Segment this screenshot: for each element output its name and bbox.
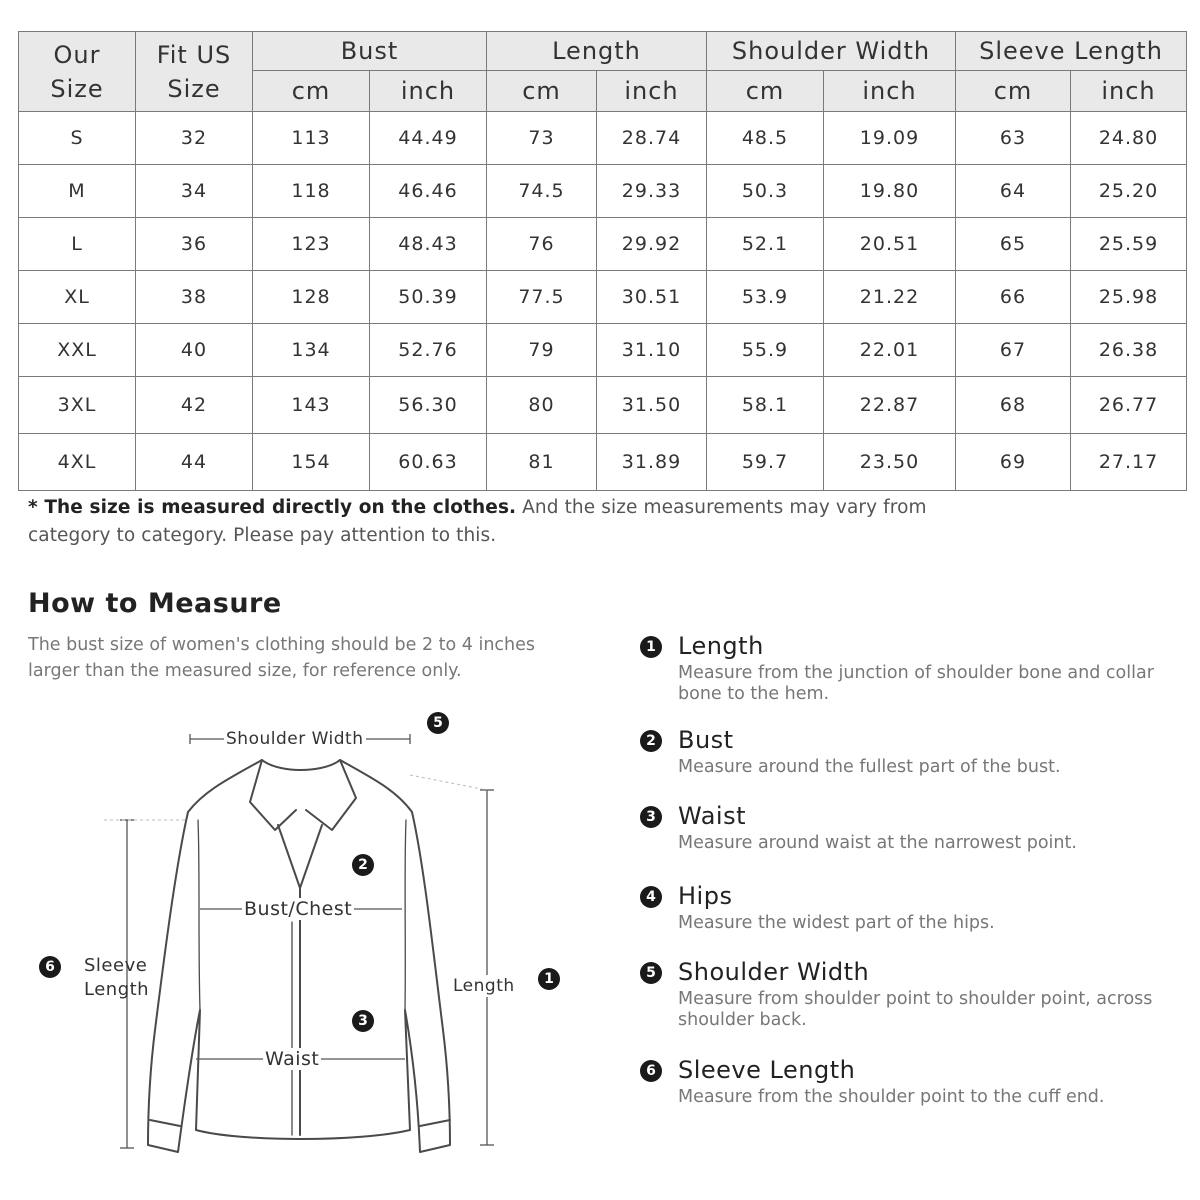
table-cell: 22.87	[824, 377, 956, 434]
diagram-marker-1: 1	[538, 968, 560, 990]
table-cell: 128	[253, 271, 370, 324]
table-cell: 26.77	[1071, 377, 1187, 434]
legend-item	[640, 882, 1190, 942]
table-cell: 77.5	[487, 271, 597, 324]
table-cell: XL	[19, 271, 136, 324]
table-cell: 40	[136, 324, 253, 377]
legend-title: Length	[678, 632, 764, 660]
unit-inch: inch	[824, 71, 956, 112]
table-cell: 4XL	[19, 434, 136, 491]
table-cell: M	[19, 165, 136, 218]
diagram-marker-6: 6	[39, 956, 61, 978]
how-to-measure-title: How to Measure	[28, 588, 282, 619]
header-shoulder-width: Shoulder Width	[707, 32, 956, 71]
table-cell: 76	[487, 218, 597, 271]
diagram-marker-3: 3	[352, 1010, 374, 1032]
table-cell: 28.74	[597, 112, 707, 165]
shirt-illustration	[0, 690, 600, 1200]
table-cell: 69	[956, 434, 1071, 491]
diagram-label-shoulder-width: Shoulder Width	[226, 729, 364, 749]
table-cell: 81	[487, 434, 597, 491]
table-cell: 29.33	[597, 165, 707, 218]
how-to-measure-description: The bust size of women's clothing should be 2 to 4 inches larger than the measured size, for reference only.	[28, 635, 536, 681]
unit-cm: cm	[487, 71, 597, 112]
legend-description: Measure around waist at the narrowest point.	[678, 833, 1077, 853]
table-cell: 38	[136, 271, 253, 324]
table-cell: 64	[956, 165, 1071, 218]
legend-number-badge: 4	[640, 886, 662, 908]
table-cell: 50.3	[707, 165, 824, 218]
table-cell: 34	[136, 165, 253, 218]
size-chart-table	[18, 31, 1187, 491]
diagram-label-bust-chest: Bust/Chest	[244, 898, 353, 920]
table-cell: L	[19, 218, 136, 271]
legend-title: Waist	[678, 802, 746, 830]
legend-item	[640, 958, 1190, 1030]
table-cell: 31.89	[597, 434, 707, 491]
table-cell: 56.30	[370, 377, 487, 434]
table-cell: 48.5	[707, 112, 824, 165]
table-row	[19, 324, 1187, 377]
table-cell: 44.49	[370, 112, 487, 165]
table-cell: 30.51	[597, 271, 707, 324]
unit-cm: cm	[707, 71, 824, 112]
diagram-marker-2: 2	[352, 854, 374, 876]
legend-number-badge: 1	[640, 636, 662, 658]
unit-inch: inch	[1071, 71, 1187, 112]
legend-description: Measure the widest part of the hips.	[678, 913, 995, 933]
table-row	[19, 218, 1187, 271]
table-cell: 52.76	[370, 324, 487, 377]
table-cell: 63	[956, 112, 1071, 165]
unit-cm: cm	[253, 71, 370, 112]
table-cell: XXL	[19, 324, 136, 377]
legend-item	[640, 726, 1190, 786]
table-row	[19, 377, 1187, 434]
table-cell: 20.51	[824, 218, 956, 271]
legend-item	[640, 802, 1190, 862]
header-our-size: Our Size	[19, 32, 136, 112]
legend-title: Shoulder Width	[678, 958, 870, 986]
table-row	[19, 112, 1187, 165]
table-cell: 24.80	[1071, 112, 1187, 165]
table-cell: 3XL	[19, 377, 136, 434]
table-cell: 134	[253, 324, 370, 377]
size-note-bold: * The size is measured directly on the clothes.	[28, 497, 517, 518]
table-cell: 31.10	[597, 324, 707, 377]
table-cell: 67	[956, 324, 1071, 377]
header-bust: Bust	[253, 32, 487, 71]
header-fit-us-size: Fit US Size	[136, 32, 253, 112]
table-cell: 23.50	[824, 434, 956, 491]
header-sleeve-length: Sleeve Length	[956, 32, 1187, 71]
legend-title: Bust	[678, 726, 734, 754]
legend-title: Sleeve Length	[678, 1056, 856, 1084]
table-cell: 42	[136, 377, 253, 434]
table-cell: 19.09	[824, 112, 956, 165]
table-cell: 58.1	[707, 377, 824, 434]
diagram-label-length: Length	[453, 976, 515, 996]
unit-inch: inch	[370, 71, 487, 112]
table-cell: 19.80	[824, 165, 956, 218]
table-cell: 50.39	[370, 271, 487, 324]
shirt-measure-diagram	[0, 690, 600, 1200]
table-cell: 22.01	[824, 324, 956, 377]
table-cell: 68	[956, 377, 1071, 434]
unit-cm: cm	[956, 71, 1071, 112]
table-cell: 25.20	[1071, 165, 1187, 218]
table-cell: 31.50	[597, 377, 707, 434]
table-cell: 123	[253, 218, 370, 271]
table-row	[19, 434, 1187, 491]
diagram-marker-5: 5	[427, 712, 449, 734]
table-cell: 53.9	[707, 271, 824, 324]
table-cell: 113	[253, 112, 370, 165]
table-cell: 48.43	[370, 218, 487, 271]
legend-title: Hips	[678, 882, 733, 910]
table-row	[19, 271, 1187, 324]
table-cell: 65	[956, 218, 1071, 271]
legend-number-badge: 5	[640, 962, 662, 984]
table-cell: 27.17	[1071, 434, 1187, 491]
table-cell: 154	[253, 434, 370, 491]
size-note-rest: And the size measurements may vary from category to category. Please pay attention to this.	[28, 497, 927, 546]
legend-description: Measure from shoulder point to shoulder point, across shoulder back.	[678, 989, 1153, 1030]
legend-description: Measure from the shoulder point to the cuff end.	[678, 1087, 1105, 1107]
legend-item	[640, 1056, 1190, 1116]
table-cell: 143	[253, 377, 370, 434]
header-length: Length	[487, 32, 707, 71]
table-cell: 73	[487, 112, 597, 165]
table-cell: 74.5	[487, 165, 597, 218]
table-cell: 29.92	[597, 218, 707, 271]
diagram-label-waist: Waist	[265, 1048, 320, 1070]
legend-description: Measure from the junction of shoulder bone and collar bone to the hem.	[678, 663, 1154, 704]
legend-number-badge: 6	[640, 1060, 662, 1082]
unit-inch: inch	[597, 71, 707, 112]
table-cell: 55.9	[707, 324, 824, 377]
table-cell: 52.1	[707, 218, 824, 271]
table-cell: 59.7	[707, 434, 824, 491]
legend-number-badge: 2	[640, 730, 662, 752]
table-row	[19, 165, 1187, 218]
table-cell: 32	[136, 112, 253, 165]
table-cell: 44	[136, 434, 253, 491]
table-cell: 25.59	[1071, 218, 1187, 271]
table-cell: 79	[487, 324, 597, 377]
legend-description: Measure around the fullest part of the bust.	[678, 757, 1061, 777]
legend-number-badge: 3	[640, 806, 662, 828]
table-cell: 118	[253, 165, 370, 218]
table-cell: S	[19, 112, 136, 165]
table-cell: 60.63	[370, 434, 487, 491]
table-cell: 26.38	[1071, 324, 1187, 377]
table-cell: 66	[956, 271, 1071, 324]
table-cell: 46.46	[370, 165, 487, 218]
table-cell: 21.22	[824, 271, 956, 324]
table-cell: 25.98	[1071, 271, 1187, 324]
table-cell: 36	[136, 218, 253, 271]
size-note	[28, 494, 928, 550]
diagram-label-sleeve-length: Sleeve Length	[84, 955, 150, 1000]
table-cell: 80	[487, 377, 597, 434]
legend-item	[640, 632, 1190, 704]
